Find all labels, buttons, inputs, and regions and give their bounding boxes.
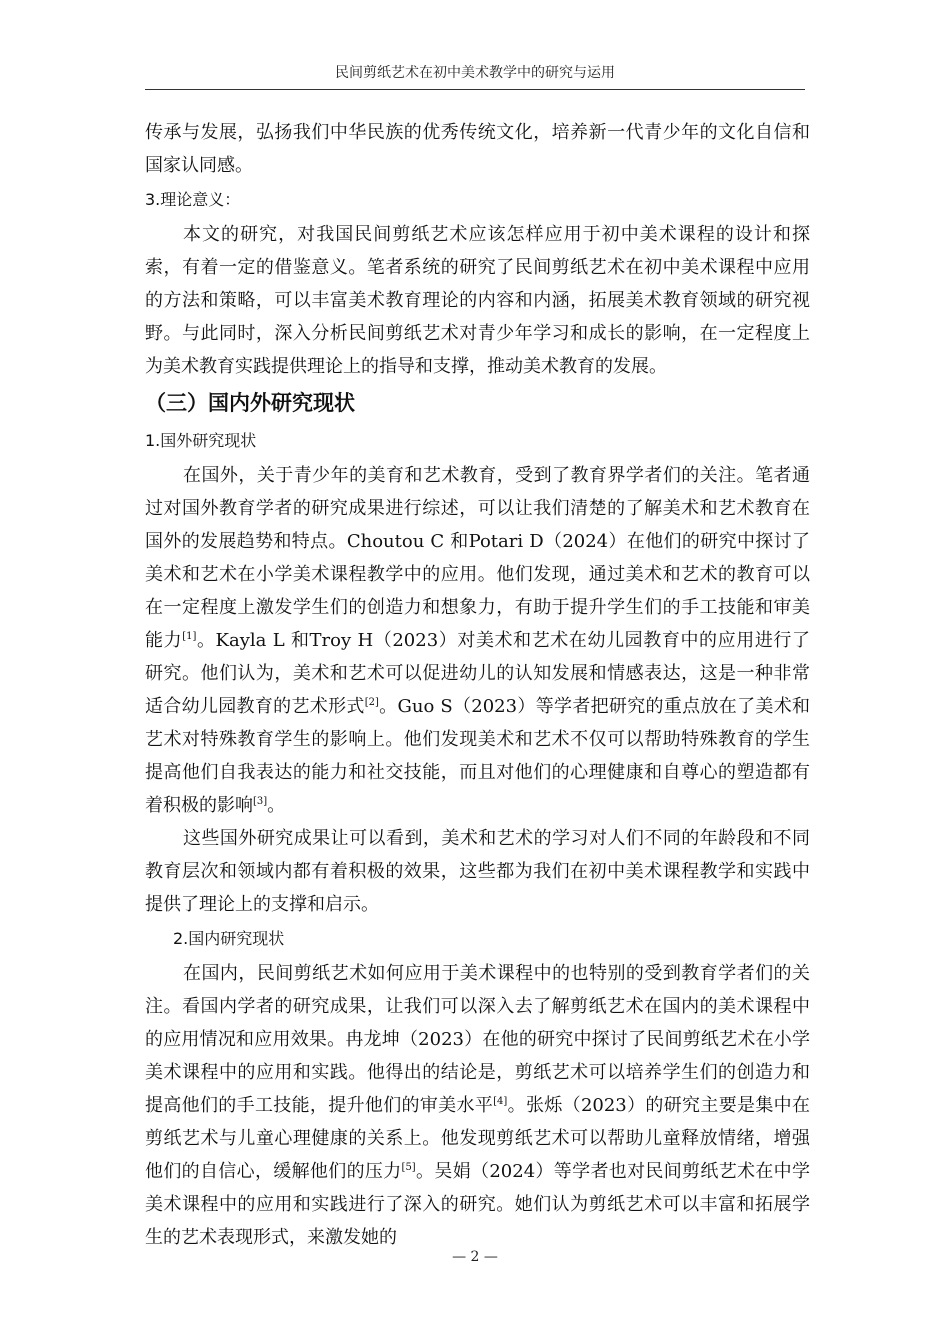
text-run: 在国内，民间剪纸艺术如何应用于美术课程中的也特别的受到教育学者们的关注。看国内学者的研究成果，让我们可以深入去了解剪纸艺术在国内的美术课程中的应用情况和应用效果。冉龙坤（2023）在他的研究中探讨了民间剪纸艺术在小学美术课程中的应用和实践。他得出的结论是，剪纸艺术可以培养学生们的创造力和提高他们的手工技能，提升他们的审美水平 [145, 963, 810, 1116]
citation-ref-2: [2] [364, 697, 379, 708]
section-heading-research-status: （三）国内外研究现状 [145, 391, 355, 415]
heading-domestic-research: 2.国内研究现状 [173, 929, 285, 948]
citation-ref-1: [1] [182, 631, 197, 642]
heading-theory-significance: 3.理论意义： [145, 190, 241, 209]
running-header: 民间剪纸艺术在初中美术教学中的研究与运用 [335, 65, 615, 81]
paragraph-foreign-summary: 这些国外研究成果让可以看到，美术和艺术的学习对人们不同的年龄段和不同教育层次和领域内都有着积极的效果，这些都为我们在初中美术课程教学和实践中提供了理论上的支撑和启示。 [145, 828, 810, 915]
paragraph-foreign-research [145, 459, 810, 822]
text-run: 。张烁（2023）的研究主要是集中在剪纸艺术与儿童心理健康的关系上。他发现剪纸艺术可以帮助儿童释放情绪，增强他们的自信心，缓解他们的压力 [145, 1095, 810, 1182]
page-number: — 2 — [452, 1249, 498, 1265]
paragraph-domestic-research [145, 957, 810, 1254]
paragraph-theory: 本文的研究，对我国民间剪纸艺术应该怎样应用于初中美术课程的设计和探索，有着一定的借鉴意义。笔者系统的研究了民间剪纸艺术在初中美术课程中应用的方法和策略，可以丰富美术教育理论的内容和内涵，拓展美术教育领域的研究视野。与此同时，深入分析民间剪纸艺术对青少年学习和成长的影响，在一定程度上为美术教育实践提供理论上的指导和支撑，推动美术教育的发展。 [145, 224, 810, 377]
heading-foreign-research: 1.国外研究现状 [145, 431, 257, 450]
header-divider [145, 89, 805, 90]
text-run: 。Kayla L 和Troy H（2023）对美术和艺术在幼儿园教育中的应用进行了研究。他们认为，美术和艺术可以促进幼儿的认知发展和情感表达，这是一种非常适合幼儿园教育的艺术形式 [145, 630, 810, 717]
text-run: 在国外，关于青少年的美育和艺术教育，受到了教育界学者们的关注。笔者通过对国外教育学者的研究成果进行综述，可以让我们清楚的了解美术和艺术教育在国外的发展趋势和特点。Choutou C 和Potari D（2024）在他们的研究中探讨了美术和艺术在小学美术课程教学中的应用。他们发现，通过美术和艺术的教育可以在一定程度上激发学生们的创造力和想象力，有助于提升学生们的手工技能和审美能力 [145, 465, 810, 651]
page-body [145, 116, 810, 1254]
text-run: 。 [267, 795, 286, 816]
citation-ref-3: [3] [253, 796, 268, 807]
text-run: 。吴娟（2024）等学者也对民间剪纸艺术在中学美术课程中的应用和实践进行了深入的研究。她们认为剪纸艺术可以丰富和拓展学生的艺术表现形式，来激发她的 [145, 1161, 811, 1248]
text-run: 。Guo S（2023）等学者把研究的重点放在了美术和艺术对特殊教育学生的影响上。他们发现美术和艺术不仅可以帮助特殊教育的学生提高他们自我表达的能力和社交技能，而且对他们的心理健康和自尊心的塑造都有着积极的影响 [145, 696, 811, 816]
citation-ref-4: [4] [493, 1096, 508, 1107]
paragraph-continuation: 传承与发展，弘扬我们中华民族的优秀传统文化，培养新一代青少年的文化自信和国家认同感。 [145, 122, 810, 176]
citation-ref-5: [5] [401, 1162, 416, 1173]
